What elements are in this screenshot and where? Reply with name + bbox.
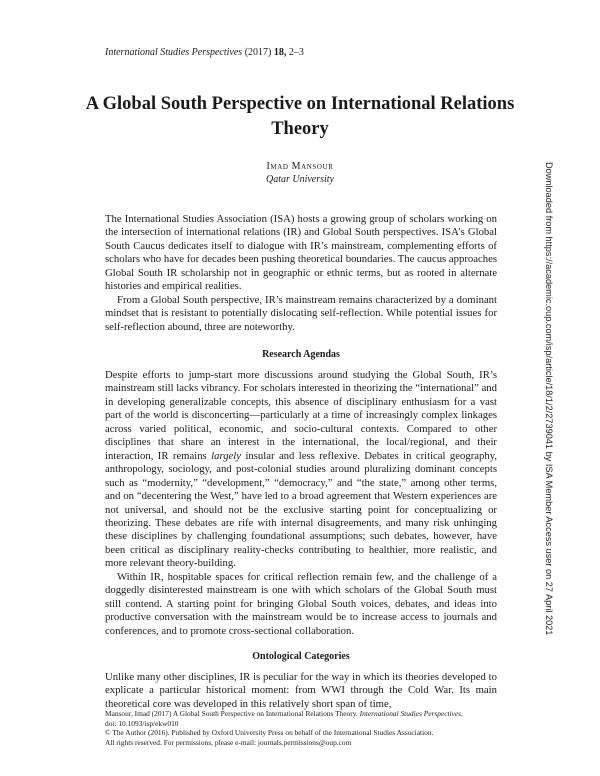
citation-journal: International Studies Perspectives, [359,709,463,718]
article-title: A Global South Perspective on International Relations Theory [85,94,515,139]
journal-name: International Studies Perspectives [105,47,243,58]
research-agendas-paragraph-1 [105,369,497,571]
paragraph-text: Despite efforts to jump-start more discussions around studying the Global South, IR’s mainstream still lacks vibrancy. For scholars interested in theorizing the “international” and in developing generalizable concepts, this absence of disciplinary enthusiasm for a vast part of the world is disconcerting—particularly at a time of increasingly complex linkages across varied political, economic, and socio-cultural contexts. Compared to other disciplines that share an interest in the international, the local/regional, and their interaction, IR remains [105,369,497,462]
journal-pages: 2–3 [288,47,304,58]
intro-paragraph-2: From a Global South perspective, IR’s mainstream remains characterized by a dominant mindset that is resistant to potentially dislocating self-reflection. While potential issues for self-reflection abound, three are noteworthy. [105,293,497,333]
section-heading-ontological-categories: Ontological Categories [252,651,350,662]
download-watermark-text: Downloaded from https://academic.oup.com/isp/article/18/1/2/2739041 by ISA Member Access user on 27 April 2021 [544,162,554,636]
download-watermark [542,162,554,636]
paragraph-text: insular and less reflexive. Debates in critical geography, anthropology, sociology, and post-colonial studies around pluralizing dominant concepts such as “modernity,” “development,” “democracy,” and “the state,” among other terms, and on “decentering the West,” have led to a broad agreement that Western experiences are not universal, and should not be the exclusive starting point for conceptualizing or theorizing. These debates are rife with internal disagreements, and many risk unhinging these disciplines by challenging foundational assumptions; such debates, however, have been critical as disciplinary reality-checks contributing to healthier, more realistic, and more relevant theory-building. [105,449,498,570]
research-agendas-section [105,349,497,638]
intro-section [105,213,497,334]
journal-header [105,47,304,58]
rights-line: All rights reserved. For permissions, please e-mail: journals.permissions@oup.com [105,737,352,747]
ontological-categories-section [105,651,497,711]
author-affiliation: Qatar University [265,174,335,185]
ontological-categories-paragraph-1: Unlike many other disciplines, IR is peculiar for the way in which its theories developed to explicate a particular historical moment: from WWI through the Cold War. Its main theoretical core was developed in this relatively short span of time, [105,671,497,710]
intro-paragraph-1: The International Studies Association (ISA) hosts a growing group of scholars working on the intersection of international relations (IR) and Global South perspectives. ISA’s Global South Caucus dedicates itself to dialogue with IR’s mainstream, complementing efforts of scholars who have for decades been pushing theoretical boundaries. The caucus approaches Global South IR scholarship not in geographic or ethnic terms, but as rooted in alternate histories and empirical realities. [105,213,497,293]
citation-text: Mansour, Imad (2017) A Global South Perspective on International Relations Theory. [105,709,360,718]
research-agendas-paragraph-2: Within IR, hospitable spaces for critical reflection remain few, and the challenge of a doggedly disinterested mainstream is one with which scholars of the Global South must still contend. A starting point for bringing Global South voices, debates, and ideas into productive conversation with the mainstream would be to increase access to journals and conferences, and to promote cross-sectional collaboration. [105,570,497,637]
doi-line: doi: 10.1093/isp/ekw010 [105,718,179,728]
author-name: Imad Mansour [266,161,334,172]
journal-year: (2017) [244,47,272,58]
emphasis-text: largely [211,449,242,462]
journal-volume: 18, [273,47,287,58]
citation-line [105,709,505,719]
citation-footer [105,709,505,747]
section-heading-research-agendas: Research Agendas [262,349,340,360]
copyright-line: © The Author (2016). Published by Oxford University Press on behalf of the International Studies Association. [105,728,434,738]
